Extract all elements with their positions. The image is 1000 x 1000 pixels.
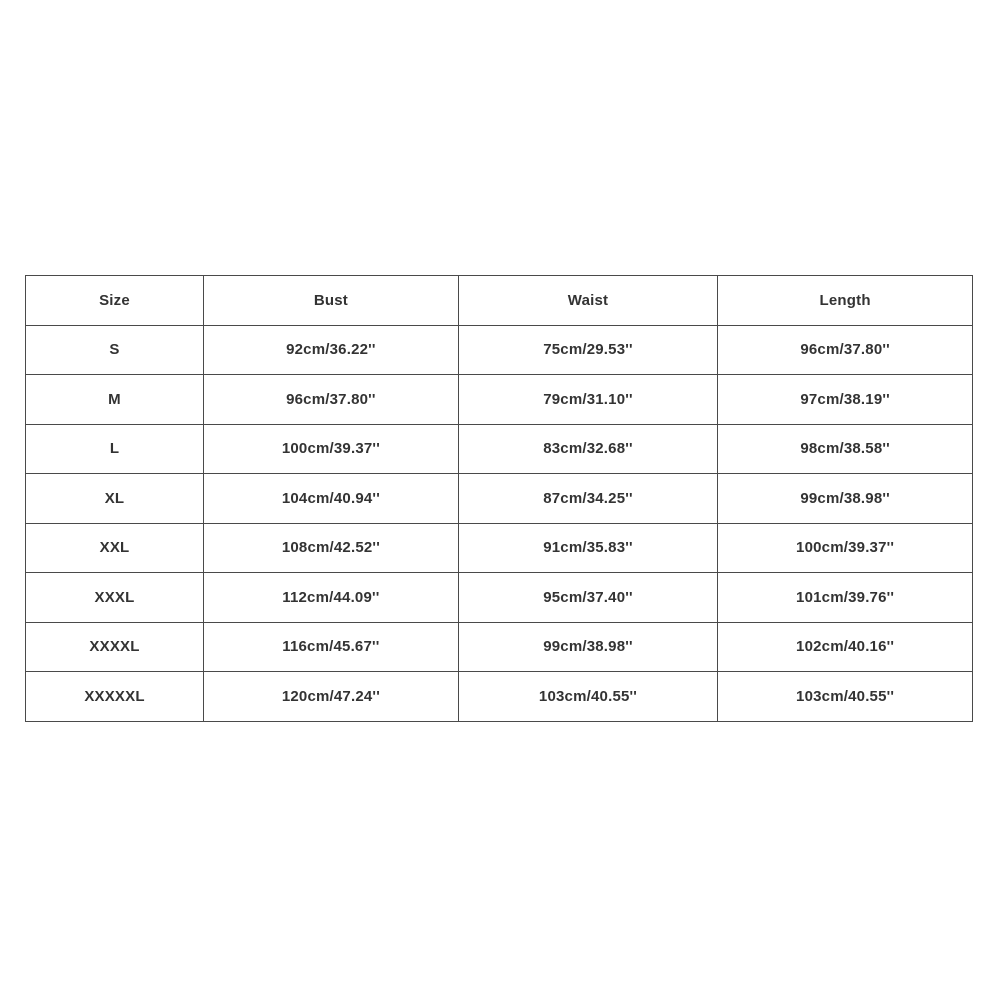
measurement-cell: 103cm/40.55'' (718, 672, 973, 722)
measurement-cell: 112cm/44.09'' (204, 573, 459, 623)
measurement-cell: 120cm/47.24'' (204, 672, 459, 722)
size-chart-container (25, 275, 973, 722)
size-label-cell: L (26, 424, 204, 474)
header-cell-waist: Waist (458, 276, 717, 326)
size-label-cell: S (26, 325, 204, 375)
table-row (26, 523, 973, 573)
measurement-cell: 99cm/38.98'' (458, 622, 717, 672)
table-row (26, 325, 973, 375)
measurement-cell: 98cm/38.58'' (718, 424, 973, 474)
table-row (26, 474, 973, 524)
size-chart-table (25, 275, 973, 722)
measurement-cell: 83cm/32.68'' (458, 424, 717, 474)
measurement-cell: 102cm/40.16'' (718, 622, 973, 672)
table-row (26, 573, 973, 623)
measurement-cell: 100cm/39.37'' (204, 424, 459, 474)
measurement-cell: 75cm/29.53'' (458, 325, 717, 375)
size-label-cell: XL (26, 474, 204, 524)
table-row (26, 375, 973, 425)
measurement-cell: 96cm/37.80'' (204, 375, 459, 425)
measurement-cell: 104cm/40.94'' (204, 474, 459, 524)
header-cell-bust: Bust (204, 276, 459, 326)
header-cell-length: Length (718, 276, 973, 326)
table-row (26, 424, 973, 474)
measurement-cell: 97cm/38.19'' (718, 375, 973, 425)
size-label-cell: XXXXL (26, 622, 204, 672)
measurement-cell: 95cm/37.40'' (458, 573, 717, 623)
measurement-cell: 100cm/39.37'' (718, 523, 973, 573)
measurement-cell: 108cm/42.52'' (204, 523, 459, 573)
measurement-cell: 79cm/31.10'' (458, 375, 717, 425)
size-label-cell: XXXXXL (26, 672, 204, 722)
table-row (26, 672, 973, 722)
measurement-cell: 96cm/37.80'' (718, 325, 973, 375)
measurement-cell: 116cm/45.67'' (204, 622, 459, 672)
measurement-cell: 101cm/39.76'' (718, 573, 973, 623)
measurement-cell: 92cm/36.22'' (204, 325, 459, 375)
table-row (26, 622, 973, 672)
size-label-cell: XXXL (26, 573, 204, 623)
measurement-cell: 87cm/34.25'' (458, 474, 717, 524)
size-label-cell: XXL (26, 523, 204, 573)
table-body (26, 325, 973, 721)
measurement-cell: 103cm/40.55'' (458, 672, 717, 722)
header-row (26, 276, 973, 326)
header-cell-size: Size (26, 276, 204, 326)
measurement-cell: 99cm/38.98'' (718, 474, 973, 524)
size-label-cell: M (26, 375, 204, 425)
measurement-cell: 91cm/35.83'' (458, 523, 717, 573)
